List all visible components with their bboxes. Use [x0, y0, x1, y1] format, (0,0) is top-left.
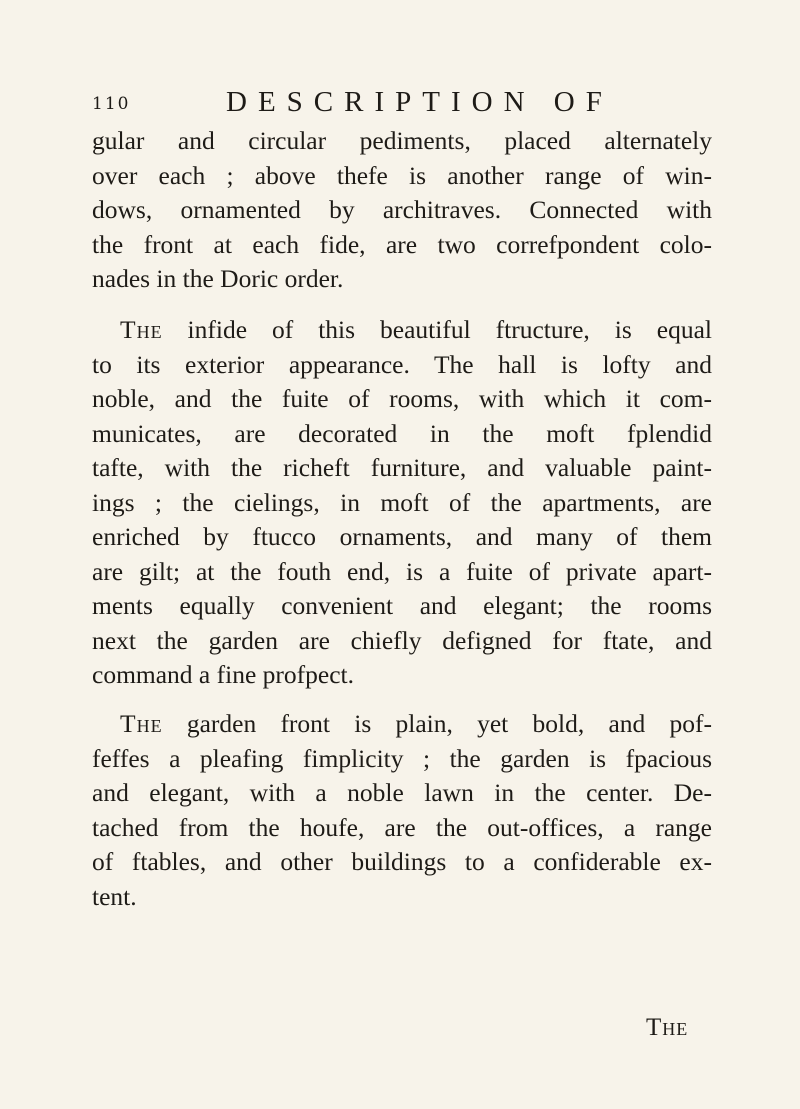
text-line: dows, ornamented by architraves. Connected with	[92, 195, 712, 224]
text-line-rest: infide of this beautiful ftructure, is equal	[162, 315, 712, 344]
text-line: tached from the houfe, are the out-offices, a range	[92, 812, 712, 842]
text-line-rest: garden front is plain, yet bold, and pof-	[162, 709, 712, 738]
text-line: the front at each fide, are two correfpondent colo-	[92, 229, 712, 259]
text-line: over each ; above thefe is another range of win-	[92, 160, 712, 190]
text-line: of ftables, and other buildings to a confiderable ex-	[92, 847, 712, 876]
text-line: ings ; the cielings, in moft of the apartments, are	[92, 487, 712, 517]
text-line-first	[92, 313, 712, 348]
running-head: DESCRIPTION OF	[226, 86, 613, 118]
text-line: command a fine profpect.	[92, 660, 354, 689]
text-line: gular and circular pediments, placed alternately	[92, 126, 712, 155]
text-line: and elegant, with a noble lawn in the center. De-	[92, 778, 712, 807]
paragraph-lead: The	[120, 709, 163, 738]
paragraph-1	[92, 124, 712, 297]
text-line: nades in the Doric order.	[92, 264, 344, 293]
text-line: enriched by ftucco ornaments, and many of them	[92, 522, 712, 551]
text-line: next the garden are chiefly defigned for ftate, and	[92, 625, 712, 655]
text-line: to its exterior appearance. The hall is lofty and	[92, 349, 712, 379]
page-number: 110	[92, 94, 131, 114]
text-line: noble, and the fuite of rooms, with which it com-	[92, 384, 712, 413]
paragraph-2	[92, 313, 712, 693]
text-line: feffes a pleafing fimplicity ; the garden is fpacious	[92, 743, 712, 773]
text-line: are gilt; at the fouth end, is a fuite of private apart-	[92, 556, 712, 586]
paragraph-lead: The	[120, 315, 163, 344]
catchword: The	[646, 1014, 689, 1041]
text-line: municates, are decorated in the moft fplendid	[92, 418, 712, 448]
text-line: ments equally convenient and elegant; the rooms	[92, 591, 712, 620]
text-line: tafte, with the richeft furniture, and valuable paint-	[92, 453, 712, 482]
paragraph-3	[92, 707, 712, 914]
text-line-first	[92, 707, 712, 742]
text-line: tent.	[92, 881, 137, 911]
